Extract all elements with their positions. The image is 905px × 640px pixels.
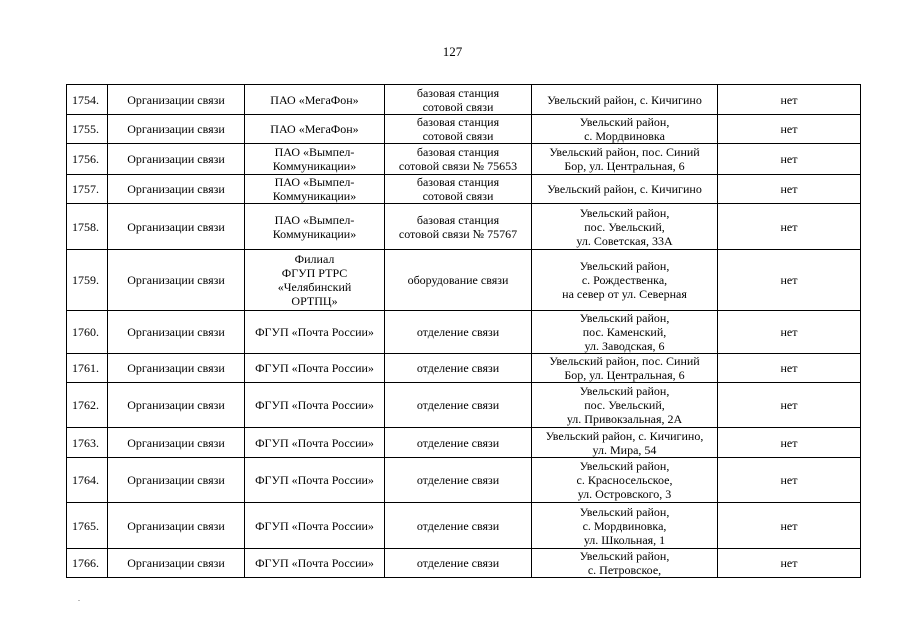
address-cell <box>532 354 718 383</box>
object-cell-line: базовая станция <box>416 145 500 159</box>
organization-cell <box>245 311 385 354</box>
row-number: 1762. <box>67 383 108 428</box>
object-cell <box>385 383 532 428</box>
value-cell: нет <box>718 204 861 250</box>
value-cell: нет <box>718 428 861 458</box>
organization-cell-line: ПАО «МегаФон» <box>270 122 359 136</box>
organization-cell <box>245 458 385 503</box>
address-cell-line: на север от ул. Северная <box>562 287 687 301</box>
address-cell <box>532 204 718 250</box>
address-cell <box>532 175 718 204</box>
organization-cell-line: ФГУП РТРС <box>281 266 348 280</box>
address-cell-line: Увельский район, пос. Синий <box>549 145 700 159</box>
value-cell: нет <box>718 250 861 311</box>
address-cell-line: Увельский район, с. Кичигино, <box>545 428 704 443</box>
address-cell <box>532 428 718 458</box>
value-cell: нет <box>718 175 861 204</box>
object-cell-line: отделение связи <box>416 556 500 570</box>
address-cell-line: Увельский район, <box>579 384 670 398</box>
row-number: 1761. <box>67 354 108 383</box>
table-row <box>67 175 861 204</box>
category-cell: Организации связи <box>108 175 245 204</box>
address-cell-line: Бор, ул. Центральная, 6 <box>564 368 685 382</box>
organization-cell <box>245 383 385 428</box>
table-row <box>67 144 861 175</box>
row-number: 1757. <box>67 175 108 204</box>
address-cell-line: Увельский район, <box>579 259 670 273</box>
organization-cell <box>245 85 385 115</box>
value-cell: нет <box>718 85 861 115</box>
value-cell: нет <box>718 144 861 175</box>
address-cell-line: Увельский район, <box>579 459 670 473</box>
address-cell-line: ул. Школьная, 1 <box>583 532 666 547</box>
organization-cell <box>245 175 385 204</box>
organization-cell <box>245 144 385 175</box>
address-cell-line: Увельский район, <box>579 205 670 220</box>
organization-cell-line: ОРТПЦ» <box>291 294 338 308</box>
value-cell: нет <box>718 383 861 428</box>
organization-cell-line: «Челябинский <box>277 280 352 294</box>
category-cell: Организации связи <box>108 85 245 115</box>
object-cell <box>385 503 532 549</box>
row-number: 1754. <box>67 85 108 115</box>
address-cell <box>532 383 718 428</box>
organization-cell-line: Филиал <box>294 252 335 266</box>
table-row <box>67 383 861 428</box>
row-number: 1766. <box>67 549 108 578</box>
address-cell <box>532 311 718 354</box>
object-cell <box>385 85 532 115</box>
organization-cell <box>245 503 385 549</box>
table-row <box>67 311 861 354</box>
scan-artifact <box>78 600 80 601</box>
organization-cell-line: Коммуникации» <box>272 159 357 173</box>
table-row <box>67 503 861 549</box>
address-cell <box>532 85 718 115</box>
row-number: 1764. <box>67 458 108 503</box>
address-cell <box>532 549 718 578</box>
object-cell-line: отделение связи <box>416 361 500 375</box>
category-cell: Организации связи <box>108 204 245 250</box>
organization-cell <box>245 250 385 311</box>
address-cell-line: ул. Советская, 33А <box>576 233 673 248</box>
organization-cell <box>245 204 385 250</box>
category-cell: Организации связи <box>108 311 245 354</box>
object-cell-line: отделение связи <box>416 398 500 412</box>
address-cell-line: с. Петровское, <box>587 563 662 577</box>
object-cell <box>385 115 532 144</box>
organization-cell-line: ФГУП «Почта России» <box>255 325 374 339</box>
category-cell: Организации связи <box>108 458 245 503</box>
organization-cell-line: ФГУП «Почта России» <box>255 556 374 570</box>
row-number: 1755. <box>67 115 108 144</box>
address-cell-line: ул. Привокзальная, 2А <box>566 412 683 426</box>
address-cell-line: ул. Островского, 3 <box>577 487 672 501</box>
row-number: 1759. <box>67 250 108 311</box>
object-cell <box>385 175 532 204</box>
category-cell: Организации связи <box>108 144 245 175</box>
object-cell-line: отделение связи <box>416 473 500 487</box>
object-cell-line: базовая станция <box>416 85 500 100</box>
address-cell-line: Увельский район, <box>579 311 670 325</box>
page-number: 127 <box>442 44 463 59</box>
value-cell: нет <box>718 115 861 144</box>
address-cell <box>532 115 718 144</box>
organization-cell-line: ФГУП «Почта России» <box>255 518 374 533</box>
category-cell: Организации связи <box>108 354 245 383</box>
table-row <box>67 354 861 383</box>
object-cell <box>385 311 532 354</box>
organization-cell-line: ПАО «Вымпел- <box>274 212 355 227</box>
row-number: 1758. <box>67 204 108 250</box>
object-cell-line: сотовой связи № 75767 <box>398 226 518 241</box>
organization-cell-line: Коммуникации» <box>272 189 357 203</box>
object-cell-line: базовая станция <box>416 175 500 189</box>
object-cell-line: базовая станция <box>416 115 500 129</box>
row-number: 1756. <box>67 144 108 175</box>
organization-cell <box>245 428 385 458</box>
category-cell: Организации связи <box>108 549 245 578</box>
address-cell-line: Увельский район, <box>579 549 670 563</box>
organization-cell-line: ПАО «Вымпел- <box>274 175 355 189</box>
object-cell <box>385 458 532 503</box>
category-cell: Организации связи <box>108 428 245 458</box>
object-cell-line: отделение связи <box>416 435 500 450</box>
address-cell-line: с. Мордвиновка <box>584 129 665 143</box>
table-row <box>67 204 861 250</box>
object-cell <box>385 549 532 578</box>
address-cell-line: пос. Увельский, <box>584 219 665 234</box>
value-cell: нет <box>718 503 861 549</box>
address-cell-line: ул. Мира, 54 <box>592 442 657 457</box>
organization-cell-line: ФГУП «Почта России» <box>255 473 374 487</box>
object-cell <box>385 428 532 458</box>
object-cell <box>385 144 532 175</box>
organization-cell-line: ФГУП «Почта России» <box>255 398 374 412</box>
category-cell: Организации связи <box>108 250 245 311</box>
address-cell-line: ул. Заводская, 6 <box>584 339 665 353</box>
row-number: 1765. <box>67 503 108 549</box>
table-row <box>67 115 861 144</box>
object-cell-line: сотовой связи <box>422 99 494 114</box>
table-row <box>67 85 861 115</box>
address-cell <box>532 144 718 175</box>
address-cell-line: с. Красносельское, <box>576 473 673 487</box>
address-cell-line: с. Рождественка, <box>581 273 668 287</box>
address-cell-line: пос. Увельский, <box>584 398 665 412</box>
table-row <box>67 549 861 578</box>
organization-cell-line: Коммуникации» <box>272 226 357 241</box>
category-cell: Организации связи <box>108 503 245 549</box>
document-table <box>66 84 861 578</box>
value-cell: нет <box>718 354 861 383</box>
address-cell-line: Бор, ул. Центральная, 6 <box>564 159 685 173</box>
organization-cell-line: ФГУП «Почта России» <box>255 435 374 450</box>
row-number: 1760. <box>67 311 108 354</box>
category-cell: Организации связи <box>108 115 245 144</box>
organization-cell-line: ФГУП «Почта России» <box>255 361 374 375</box>
organization-cell-line: ПАО «МегаФон» <box>270 92 359 107</box>
address-cell <box>532 458 718 503</box>
object-cell-line: отделение связи <box>416 518 500 533</box>
object-cell <box>385 354 532 383</box>
object-cell-line: базовая станция <box>416 212 500 227</box>
address-cell-line: Увельский район, <box>579 504 670 519</box>
object-cell-line: сотовой связи № 75653 <box>398 159 518 173</box>
table-body <box>67 85 861 578</box>
address-cell-line: Увельский район, пос. Синий <box>549 354 700 368</box>
object-cell-line: отделение связи <box>416 325 500 339</box>
object-cell-line: сотовой связи <box>422 189 494 203</box>
value-cell: нет <box>718 549 861 578</box>
category-cell: Организации связи <box>108 383 245 428</box>
organization-cell <box>245 354 385 383</box>
object-cell-line: оборудование связи <box>407 273 509 287</box>
address-cell-line: пос. Каменский, <box>582 325 667 339</box>
table-row <box>67 458 861 503</box>
object-cell <box>385 204 532 250</box>
address-cell-line: Увельский район, <box>579 115 670 129</box>
table-row <box>67 428 861 458</box>
organization-cell <box>245 115 385 144</box>
address-cell-line: Увельский район, с. Кичигино <box>547 92 702 107</box>
object-cell <box>385 250 532 311</box>
value-cell: нет <box>718 458 861 503</box>
organization-cell-line: ПАО «Вымпел- <box>274 145 355 159</box>
address-cell <box>532 250 718 311</box>
address-cell-line: с. Мордвиновка, <box>582 518 667 533</box>
value-cell: нет <box>718 311 861 354</box>
address-cell-line: Увельский район, с. Кичигино <box>547 182 702 196</box>
organization-cell <box>245 549 385 578</box>
address-cell <box>532 503 718 549</box>
table-row <box>67 250 861 311</box>
object-cell-line: сотовой связи <box>422 129 494 143</box>
row-number: 1763. <box>67 428 108 458</box>
